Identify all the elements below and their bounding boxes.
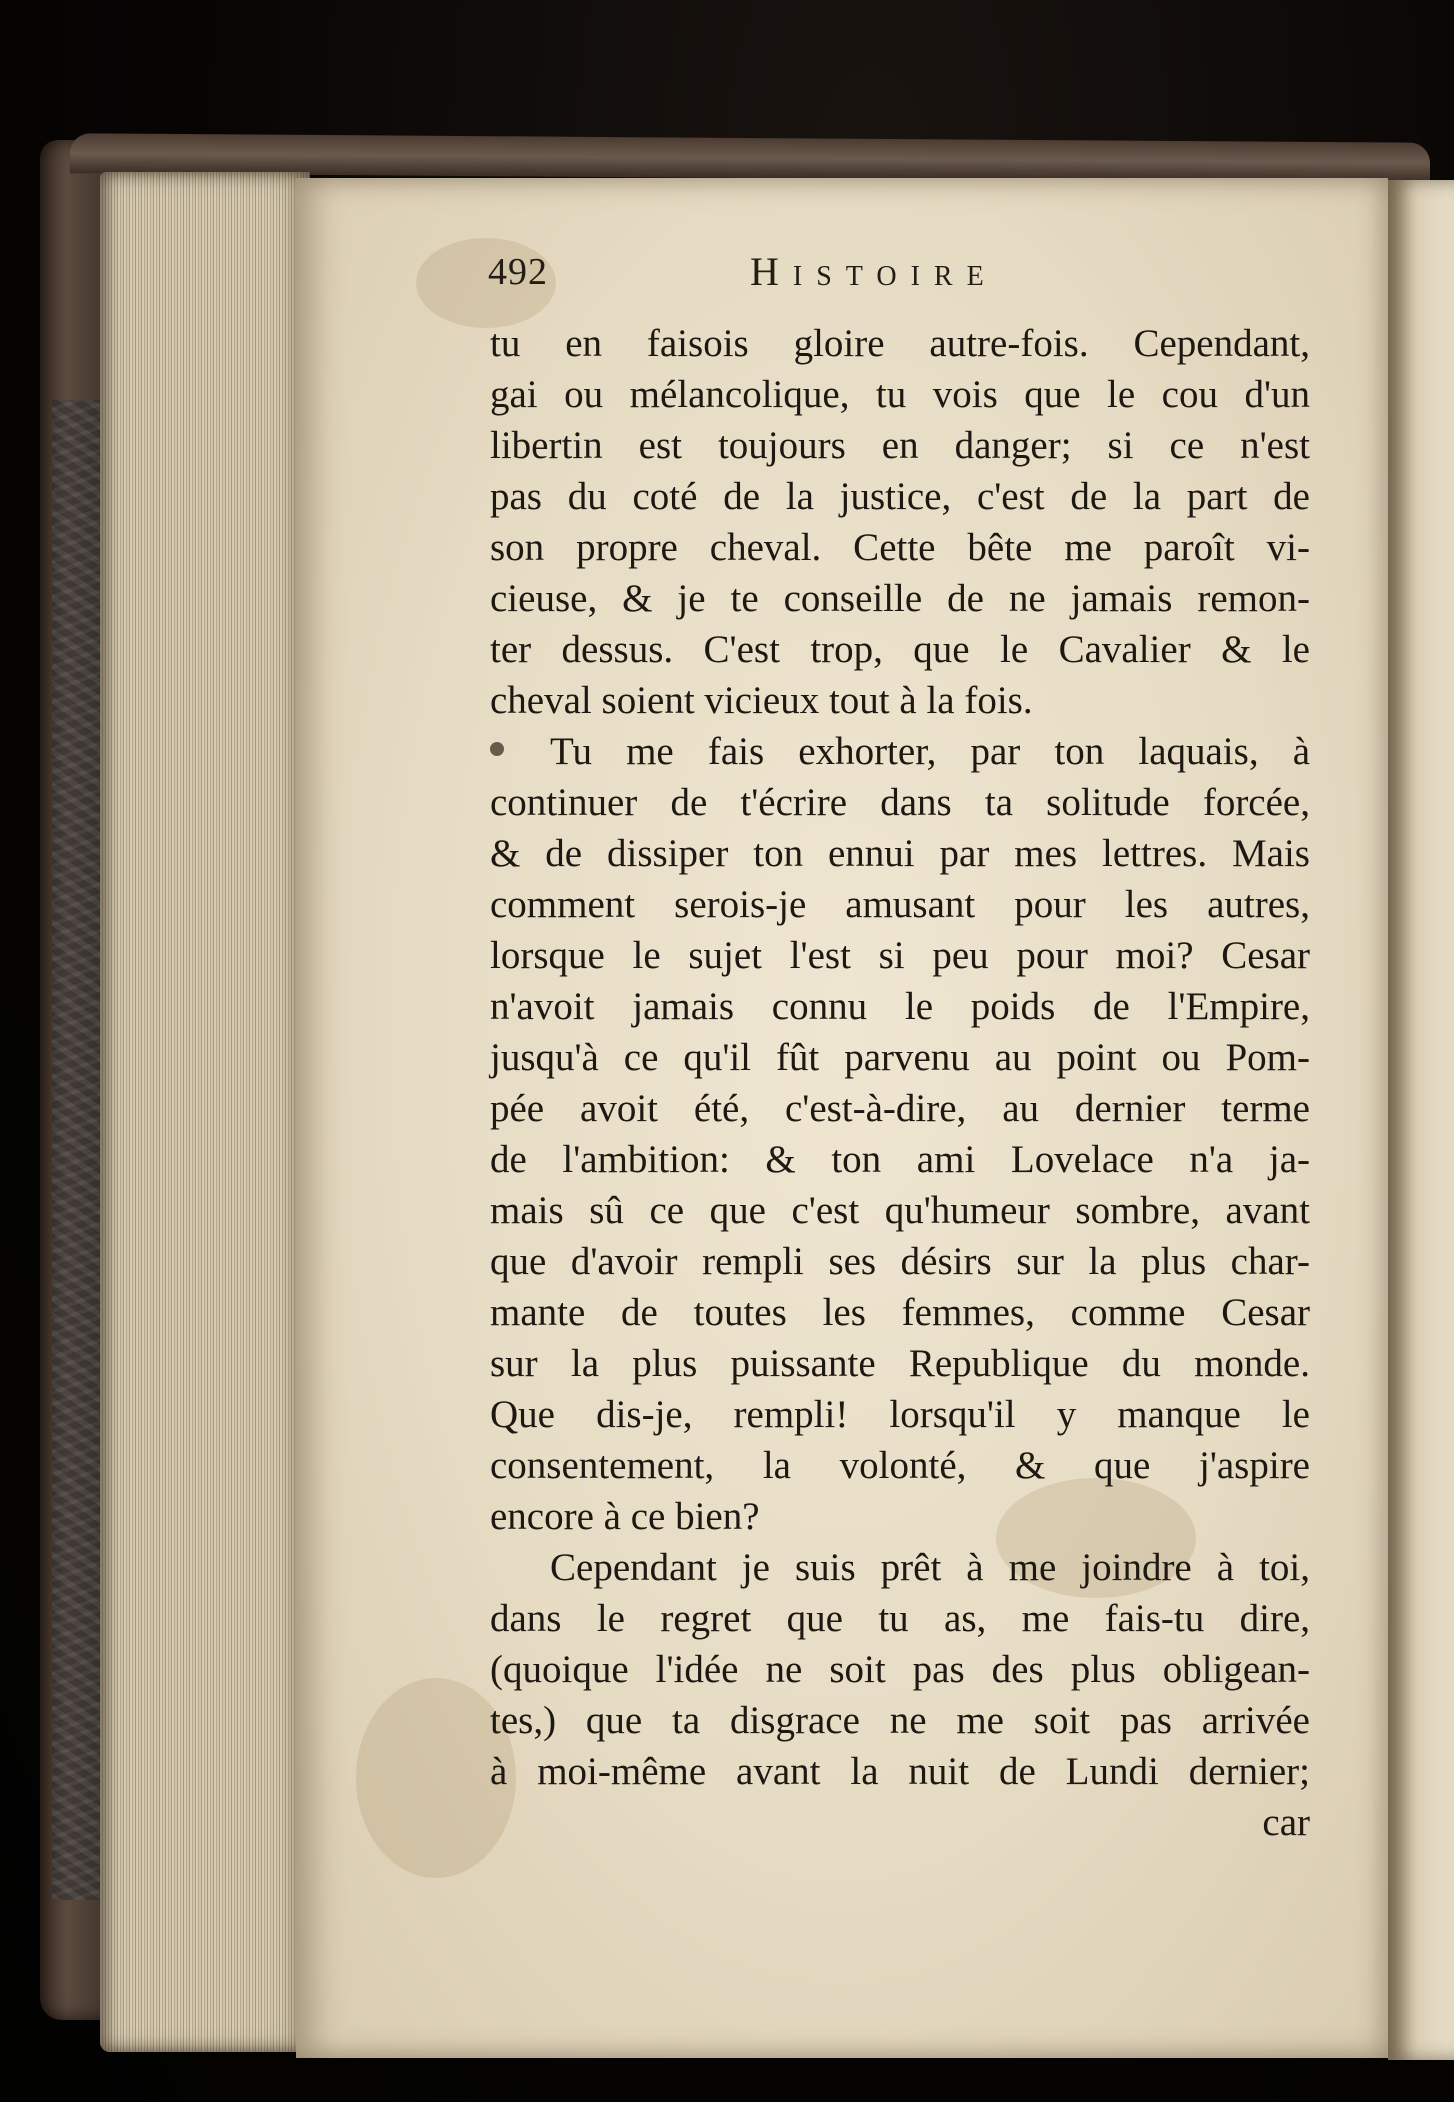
text-line: à moi-même avant la nuit de Lundi dernier; xyxy=(490,1750,1310,1793)
page-block-edges xyxy=(100,172,310,2052)
text-line: dans le regret que tu as, me fais-tu dire, xyxy=(490,1597,1310,1640)
text-line: de l'ambition: & ton ami Lovelace n'a ja- xyxy=(490,1138,1310,1181)
page-number: 492 xyxy=(488,251,548,293)
text-line: (quoique l'idée ne soit pas des plus obligean- xyxy=(490,1648,1310,1691)
text-line: pas du coté de la justice, c'est de la part de xyxy=(490,475,1310,518)
running-title: Histoire xyxy=(750,249,998,294)
text-line: n'avoit jamais connu le poids de l'Empire, xyxy=(490,985,1310,1028)
text-line: lorsque le sujet l'est si peu pour moi? Cesar xyxy=(490,934,1310,977)
text-line: mante de toutes les femmes, comme Cesar xyxy=(490,1291,1310,1334)
text-line: gai ou mélancolique, tu vois que le cou d'un xyxy=(490,373,1310,416)
text-line: comment serois-je amusant pour les autres, xyxy=(490,883,1310,926)
text-line: Cependant je suis prêt à me joindre à toi, xyxy=(550,1546,1310,1589)
text-line: cheval soient vicieux tout à la fois. xyxy=(490,679,1033,722)
text-line: tes,) que ta disgrace ne me soit pas arrivée xyxy=(490,1699,1310,1742)
text-line: cieuse, & je te conseille de ne jamais remon- xyxy=(490,577,1310,620)
text-line: continuer de t'écrire dans ta solitude forcée, xyxy=(490,781,1310,824)
catchword: car xyxy=(1262,1801,1310,1844)
text-line: encore à ce bien? xyxy=(490,1495,760,1538)
text-line: & de dissiper ton ennui par mes lettres. Mais xyxy=(490,832,1310,875)
text-line: Que dis-je, rempli! lorsqu'il y manque le xyxy=(490,1393,1310,1436)
text-line: son propre cheval. Cette bête me paroît vi- xyxy=(490,526,1310,569)
text-line: Tu me fais exhorter, par ton laquais, à xyxy=(550,730,1310,773)
text-line: sur la plus puissante Republique du monde. xyxy=(490,1342,1310,1385)
text-line: jusqu'à ce qu'il fût parvenu au point ou Pom- xyxy=(490,1036,1310,1079)
text-line: consentement, la volonté, & que j'aspire xyxy=(490,1444,1310,1487)
text-line: mais sû ce que c'est qu'humeur sombre, avant xyxy=(490,1189,1310,1232)
text-line: pée avoit été, c'est-à-dire, au dernier terme xyxy=(490,1087,1310,1130)
facing-page-edge xyxy=(1388,180,1454,2060)
text-line: que d'avoir rempli ses désirs sur la plus char- xyxy=(490,1240,1310,1283)
text-line: ter dessus. C'est trop, que le Cavalier & le xyxy=(490,628,1310,671)
text-line: libertin est toujours en danger; si ce n'est xyxy=(490,424,1310,467)
text-line: tu en faisois gloire autre-fois. Cependant, xyxy=(490,322,1310,365)
body-text xyxy=(490,318,1310,1848)
